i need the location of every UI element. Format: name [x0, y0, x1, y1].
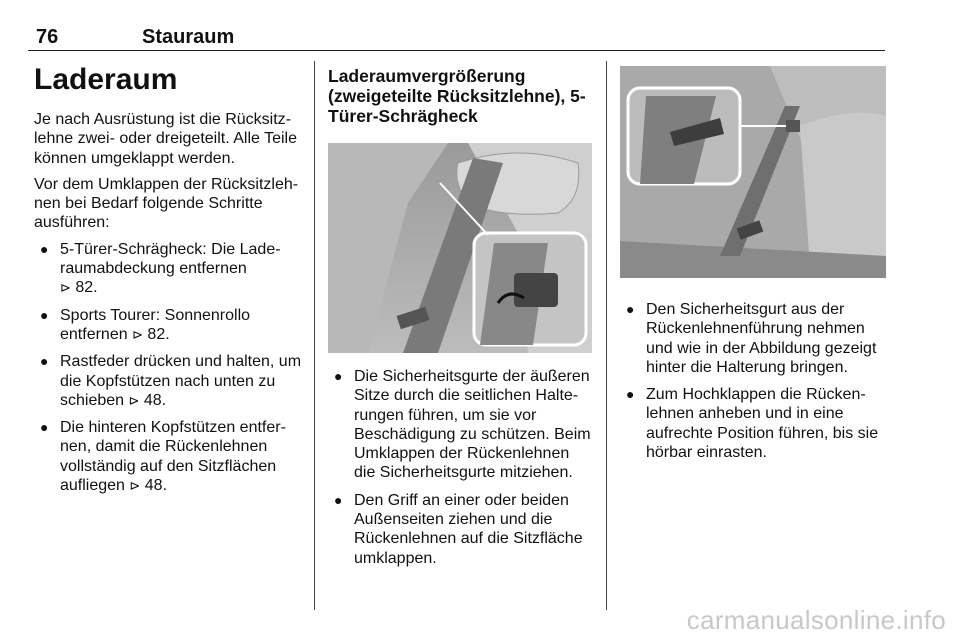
reference-arrow-icon: ⊳ — [60, 280, 71, 296]
bullet-icon: ● — [40, 419, 49, 436]
section-heading: Laderaumvergrößerung (zweigeteilte Rücksitzlehne), 5-Türer-Schrägheck — [328, 66, 586, 126]
intro-paragraph: Je nach Ausrüstung ist die Rücksitzlehne zwei- oder dreigeteilt. Alle Teile können umgeklappt werden. — [34, 111, 297, 167]
bullet-icon: ● — [40, 240, 49, 257]
page-reference-link[interactable]: ⊳ 48. — [128, 391, 167, 409]
step-list — [620, 300, 886, 462]
bullet-icon: ● — [334, 491, 343, 508]
page-number: 76 — [36, 26, 59, 48]
bullet-icon: ● — [334, 368, 343, 384]
figure-seatbelt-guide — [328, 143, 592, 353]
list-item-text: 5-Türer-Schrägheck: Die Laderaumabdeckung entfernen — [60, 240, 281, 278]
reference-arrow-icon: ⊳ — [129, 478, 141, 494]
bullet-icon: ● — [40, 353, 49, 370]
list-item — [328, 367, 594, 483]
step-list — [328, 367, 594, 568]
section-title: Laderaum — [34, 63, 178, 96]
list-item-text: Den Griff an einer oder beiden Außenseiten ziehen und die Rückenlehnen auf die Sitzfläche umklappen. — [354, 491, 583, 567]
bullet-icon: ● — [626, 386, 635, 403]
column-divider — [314, 61, 315, 610]
list-item-text: Zum Hochklappen die Rückenlehnen anheben und in eine aufrechte Position führen, bis sie hörbar einrasten. — [646, 386, 879, 462]
list-item-text: Den Sicherheitsgurt aus der Rückenlehnenführung nehmen und wie in der Abbildung gezeigt hinter die Halterung bringen. — [646, 301, 877, 376]
page-reference-link[interactable]: ⊳ 82. — [132, 325, 170, 343]
reference-arrow-icon: ⊳ — [128, 392, 140, 408]
watermark: carmanualsonline.info — [686, 605, 946, 635]
list-item — [34, 240, 304, 298]
page-reference-link[interactable]: ⊳ 82. — [60, 279, 98, 297]
list-item — [34, 418, 304, 495]
page-reference-link[interactable]: ⊳ 48. — [129, 477, 168, 495]
list-item — [620, 385, 886, 462]
page-header — [28, 26, 885, 51]
list-item — [34, 306, 304, 345]
reference-arrow-icon: ⊳ — [132, 326, 143, 342]
bullet-icon: ● — [626, 301, 635, 317]
list-item — [328, 491, 594, 568]
step-list — [34, 240, 304, 496]
list-item-text: Rastfeder drücken und halten, um die Kopfstützen nach unten zu schieben — [60, 353, 302, 409]
column-left — [34, 64, 304, 503]
chapter-title: Stauraum — [142, 26, 235, 48]
column-right — [620, 66, 886, 470]
list-item — [620, 300, 886, 377]
bullet-icon: ● — [40, 306, 49, 323]
list-item-text: Sports Tourer: Sonnenrollo entfernen — [60, 306, 251, 343]
list-item — [34, 352, 304, 410]
column-middle — [328, 66, 594, 576]
column-divider — [606, 61, 607, 610]
figure-seatback-belt — [620, 66, 886, 278]
intro-paragraph-2: Vor dem Umklappen der Rücksitzlehnen bei Bedarf folgende Schritte ausführen: — [34, 175, 299, 232]
list-item-text: Die hinteren Kopfstützen entfernen, damit die Rückenlehnen vollständig auf den Sitzflächen aufliegen — [60, 419, 286, 495]
list-item-text: Die Sicherheitsgurte der äußeren Sitze durch die seitlichen Halterungen führen, um sie vor Beschädigung zu schützen. Beim Umklappen der Rückenlehnen die Sicherheitsgurte mitziehen. — [354, 368, 591, 482]
